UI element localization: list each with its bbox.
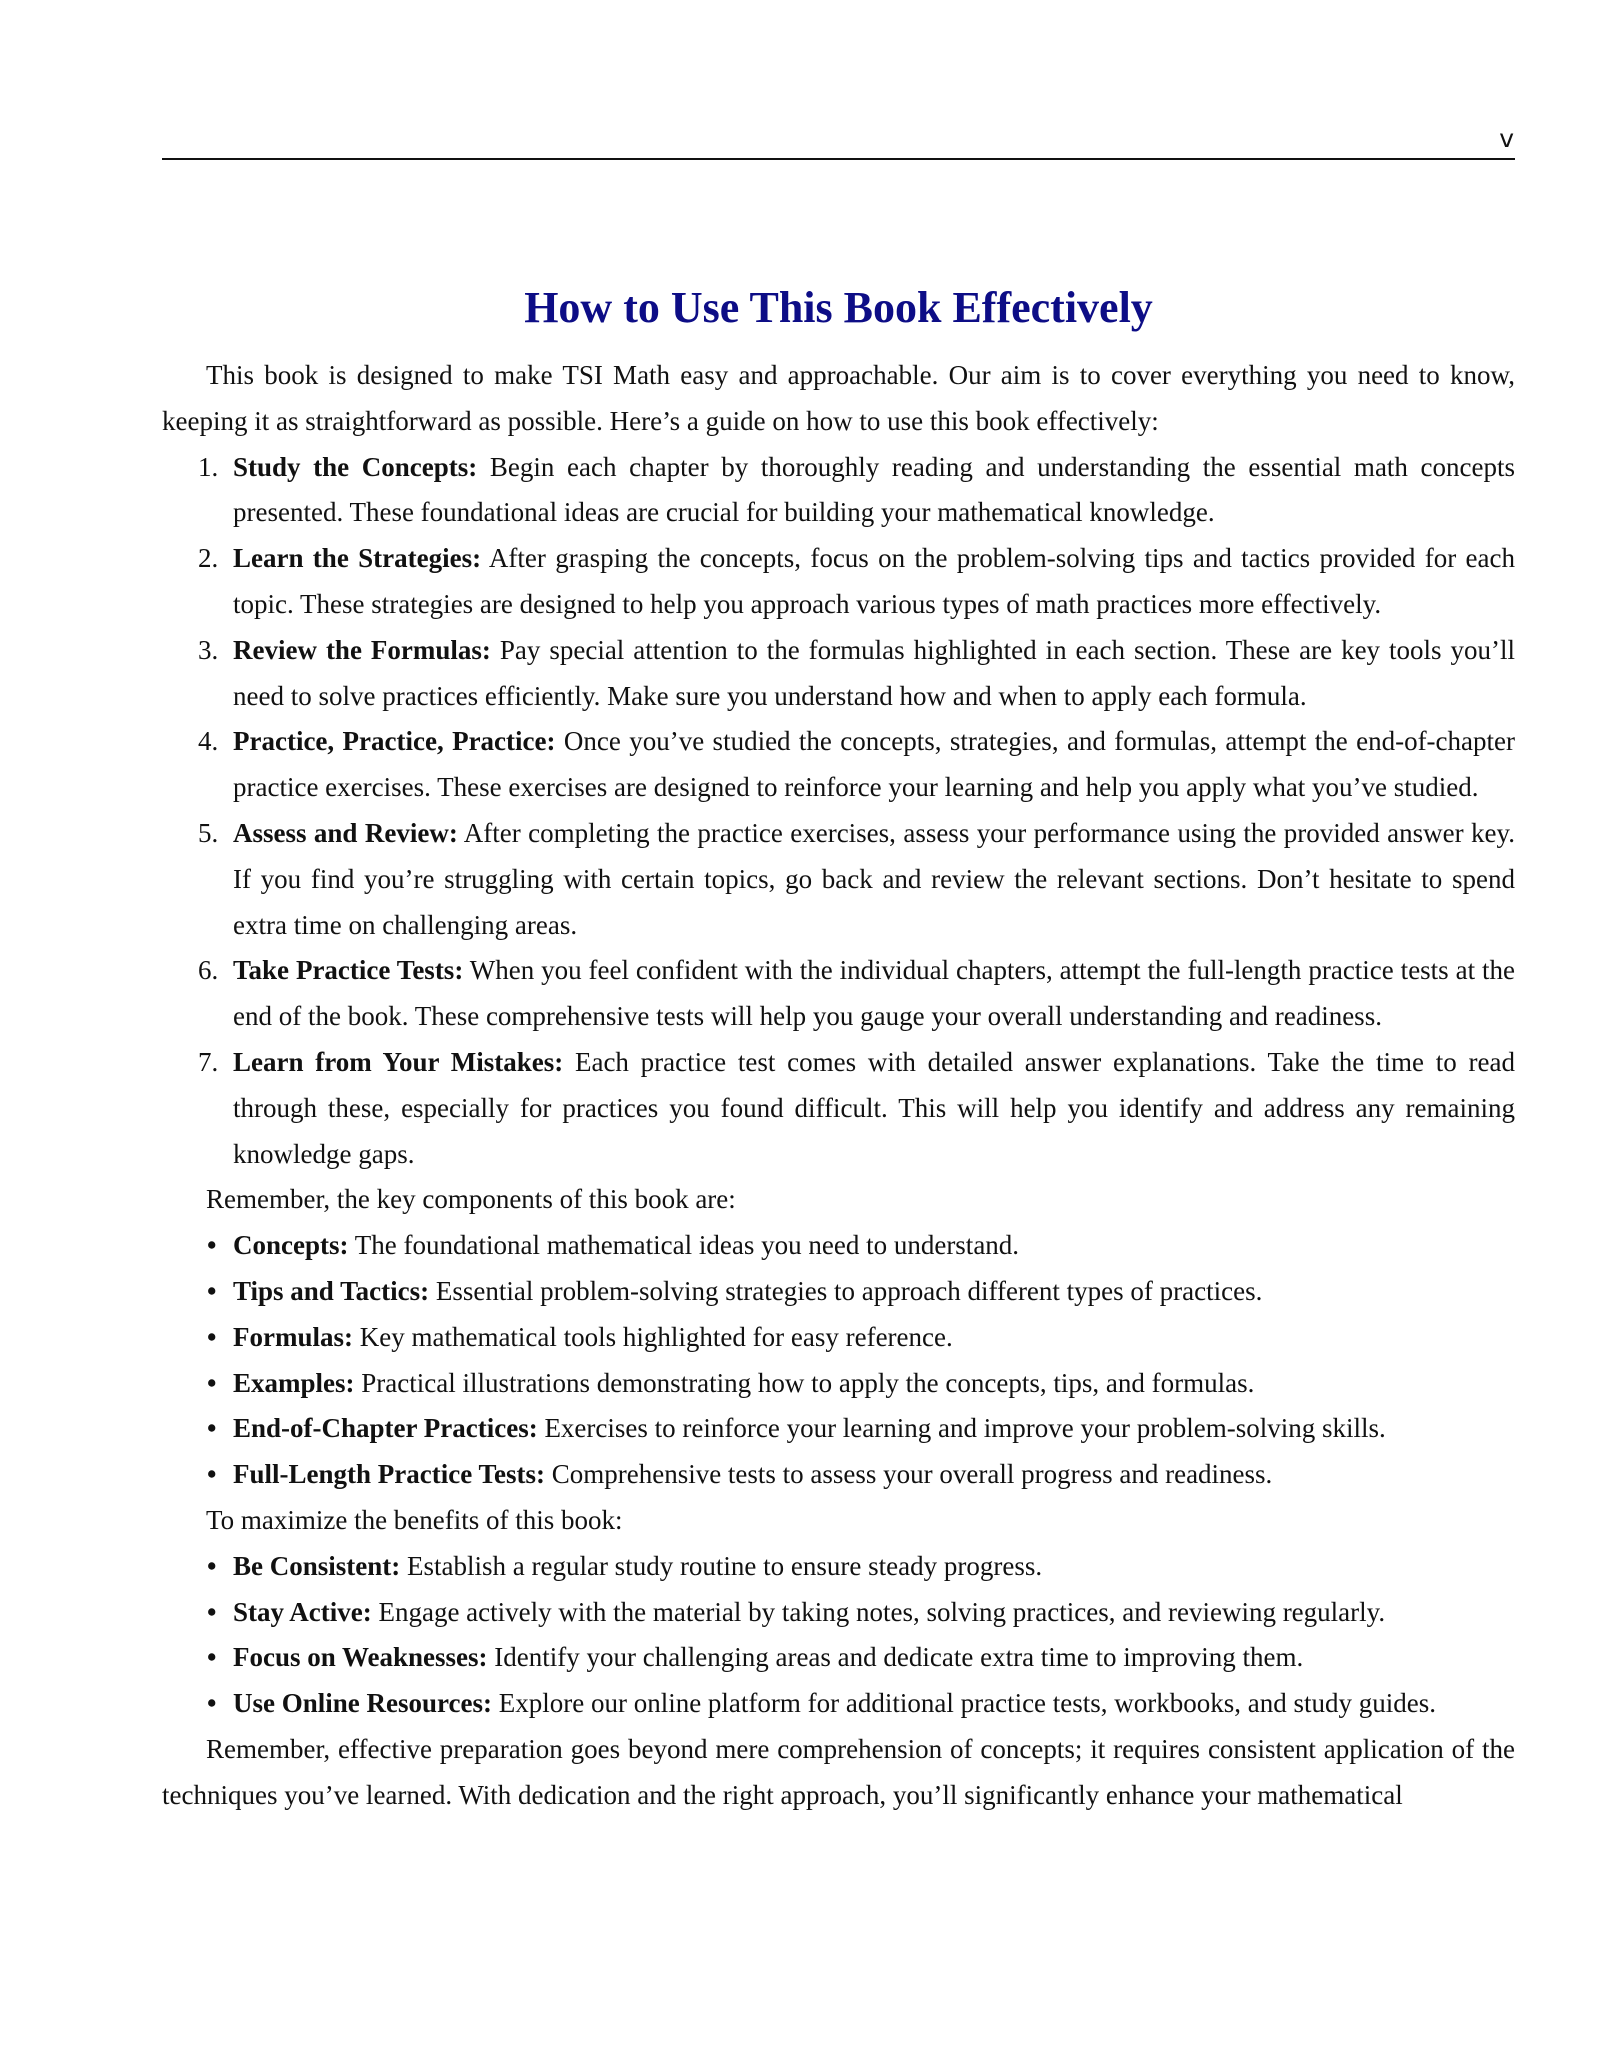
item-text: Essential problem-solving strategies to approach different types of practices. <box>435 1275 1263 1306</box>
step-label: Assess and Review: <box>233 817 458 848</box>
item-text: Explore our online platform for additional practice tests, workbooks, and study guides. <box>498 1688 1437 1719</box>
list-item <box>162 1452 1515 1498</box>
step-item <box>162 811 1515 948</box>
item-label: Formulas: <box>233 1321 353 1352</box>
step-label: Review the Formulas: <box>233 634 491 665</box>
step-number: 7. <box>198 1046 219 1077</box>
item-label: Concepts: <box>233 1230 349 1261</box>
list-item <box>162 1590 1515 1636</box>
step-text: When you feel confident with the individual chapters, attempt the full-length practice tests at the end of the book. These comprehensive tests will help you gauge your overall understanding and readiness. <box>233 955 1515 1032</box>
bullet-icon: • <box>207 1596 217 1627</box>
bullet-icon: • <box>207 1413 217 1444</box>
bullet-icon: • <box>207 1459 217 1490</box>
step-number: 5. <box>198 817 219 848</box>
item-label: Be Consistent: <box>233 1550 401 1581</box>
step-label: Learn the Strategies: <box>233 543 482 574</box>
components-list <box>162 1223 1515 1498</box>
bullet-icon: • <box>207 1642 217 1673</box>
item-text: Establish a regular study routine to ensure steady progress. <box>407 1550 1043 1581</box>
list-item <box>162 1315 1515 1361</box>
list-item <box>162 1681 1515 1727</box>
step-number: 1. <box>198 451 219 482</box>
list-item <box>162 1361 1515 1407</box>
item-label: Full-Length Practice Tests: <box>233 1459 545 1490</box>
item-label: Stay Active: <box>233 1596 372 1627</box>
step-label: Take Practice Tests: <box>233 955 464 986</box>
step-item <box>162 1040 1515 1177</box>
item-text: Engage actively with the material by taking notes, solving practices, and reviewing regularly. <box>378 1596 1386 1627</box>
item-label: Use Online Resources: <box>233 1688 492 1719</box>
step-text: Pay special attention to the formulas highlighted in each section. These are key tools you’ll need to solve practices efficiently. Make sure you understand how and when to apply each formula. <box>233 634 1515 711</box>
steps-list <box>162 445 1515 1178</box>
step-number: 6. <box>198 955 219 986</box>
item-text: Practical illustrations demonstrating how to apply the concepts, tips, and formulas. <box>361 1367 1255 1398</box>
list-item <box>162 1406 1515 1452</box>
step-number: 2. <box>198 543 219 574</box>
maximize-list <box>162 1544 1515 1727</box>
list-item <box>162 1223 1515 1269</box>
bullet-icon: • <box>207 1688 217 1719</box>
item-text: Exercises to reinforce your learning and improve your problem-solving skills. <box>544 1413 1386 1444</box>
page-title: How to Use This Book Effectively <box>524 283 1153 332</box>
page-number: v <box>1499 124 1514 153</box>
item-text: Identify your challenging areas and dedicate extra time to improving them. <box>494 1642 1304 1673</box>
components-intro: Remember, the key components of this book are: <box>206 1184 736 1215</box>
list-item <box>162 1544 1515 1590</box>
step-label: Study the Concepts: <box>233 451 478 482</box>
maximize-intro: To maximize the benefits of this book: <box>206 1504 623 1535</box>
step-text: After grasping the concepts, focus on the problem-solving tips and tactics provided for each topic. These strategies are designed to help you approach various types of math practices more effectively. <box>233 543 1515 619</box>
page-content <box>162 276 1515 1819</box>
step-text: After completing the practice exercises, assess your performance using the provided answer key. If you find you’re struggling with certain topics, go back and review the relevant sections. Don’t hesitate to spend extra time on challenging areas. <box>233 817 1515 940</box>
header-rule <box>162 158 1515 160</box>
step-number: 4. <box>198 726 219 757</box>
step-text: Each practice test comes with detailed answer explanations. Take the time to read through these, especially for practices you found difficult. This will help you identify and address any remaining knowledge gaps. <box>233 1046 1515 1169</box>
step-item <box>162 719 1515 811</box>
list-item <box>162 1635 1515 1681</box>
step-item <box>162 445 1515 537</box>
item-text: Key mathematical tools highlighted for easy reference. <box>359 1321 953 1352</box>
step-label: Practice, Practice, Practice: <box>233 726 556 757</box>
step-text: Once you’ve studied the concepts, strategies, and formulas, attempt the end-of-chapter practice exercises. These exercises are designed to reinforce your learning and help you apply what you’ve studied. <box>233 726 1515 803</box>
bullet-icon: • <box>207 1230 217 1261</box>
step-label: Learn from Your Mistakes: <box>233 1046 564 1077</box>
item-label: End-of-Chapter Practices: <box>233 1413 538 1444</box>
bullet-icon: • <box>207 1367 217 1398</box>
bullet-icon: • <box>207 1321 217 1352</box>
intro-paragraph: This book is designed to make TSI Math easy and approachable. Our aim is to cover everything you need to know, keeping it as straightforward as possible. Here’s a guide on how to use this book effectively: <box>162 360 1515 436</box>
item-text: Comprehensive tests to assess your overall progress and readiness. <box>551 1459 1273 1490</box>
bullet-icon: • <box>207 1550 217 1581</box>
bullet-icon: • <box>207 1275 217 1306</box>
closing-paragraph: Remember, effective preparation goes beyond mere comprehension of concepts; it requires consistent application of the techniques you’ve learned. With dedication and the right approach, you’ll significantly enhance your mathematical <box>162 1733 1515 1810</box>
item-text: The foundational mathematical ideas you need to understand. <box>354 1230 1020 1261</box>
list-item <box>162 1269 1515 1315</box>
step-item <box>162 536 1515 628</box>
step-text: Begin each chapter by thoroughly reading and understanding the essential math concepts presented. These foundational ideas are crucial for building your mathematical knowledge. <box>233 451 1516 528</box>
item-label: Examples: <box>233 1367 355 1398</box>
step-item <box>162 628 1515 720</box>
item-label: Focus on Weaknesses: <box>233 1642 488 1673</box>
item-label: Tips and Tactics: <box>233 1275 430 1306</box>
step-number: 3. <box>198 634 219 665</box>
step-item <box>162 948 1515 1040</box>
